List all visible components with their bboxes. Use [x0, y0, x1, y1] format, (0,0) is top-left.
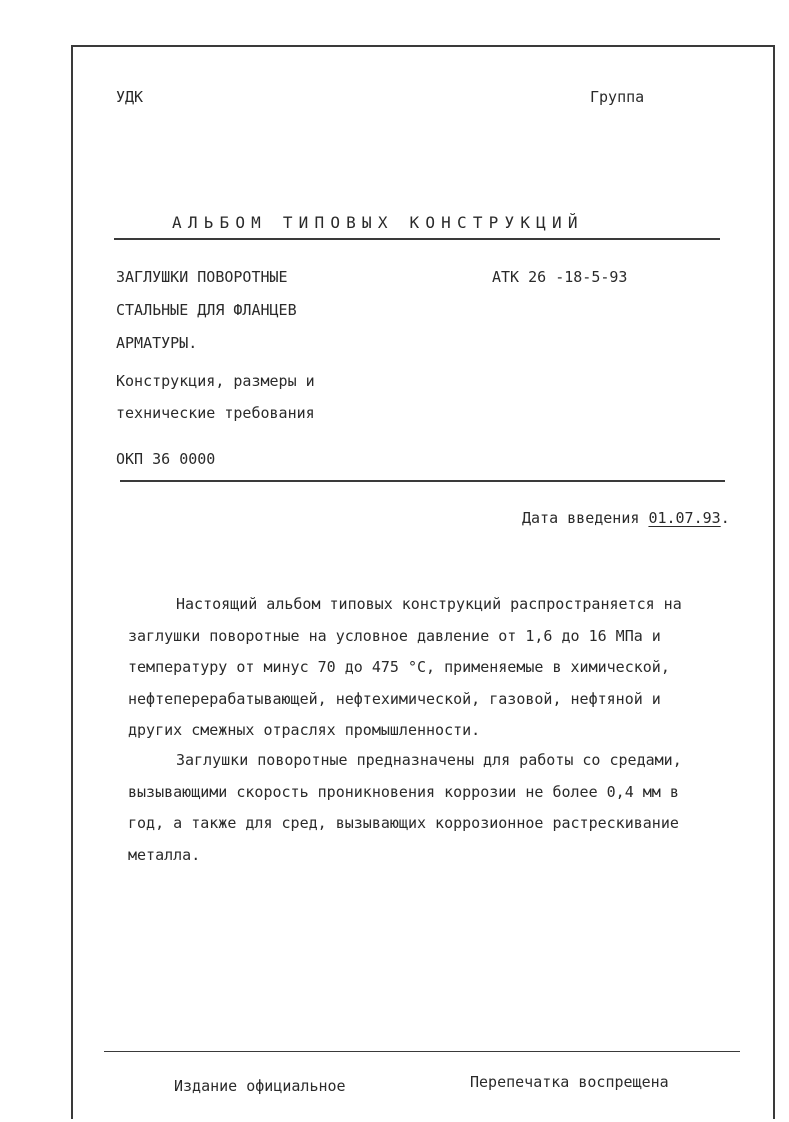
document-code: АТК 26 -18-5-93	[492, 268, 628, 286]
footer-rule	[104, 1051, 740, 1052]
paragraph-line: вызывающими скорость проникновения коррозии не более 0,4 мм в	[128, 782, 679, 801]
paragraph-line: Заглушки поворотные предназначены для работы со средами,	[176, 751, 682, 769]
title-rule	[114, 238, 720, 240]
product-name-line-1: ЗАГЛУШКИ ПОВОРОТНЫЕ	[116, 268, 288, 286]
intro-date	[522, 509, 730, 527]
paragraph-line: нефтеперерабатывающей, нефтехимической, газовой, нефтяной и	[128, 689, 661, 708]
paragraph-line: заглушки поворотные на условное давление от 1,6 до 16 МПа и	[128, 626, 661, 645]
product-name-line-3: АРМАТУРЫ.	[116, 334, 198, 352]
product-block-rule	[120, 480, 725, 482]
intro-date-value: 01.07.93	[648, 509, 721, 527]
paragraph-line: температуру от минус 70 до 475 °С, применяемые в химической,	[128, 658, 670, 676]
paragraph-scope	[128, 589, 748, 747]
product-subtitle-line-2: технические требования	[116, 404, 315, 422]
paragraph-line: металла.	[128, 845, 201, 864]
paragraph-line: год, а также для сред, вызывающих коррозионное растрескивание	[128, 814, 679, 832]
intro-date-label: Дата введения	[522, 509, 640, 527]
reprint-prohibited: Перепечатка воспрещена	[470, 1073, 669, 1091]
paragraph-line: Настоящий альбом типовых конструкций распространяется на	[176, 595, 682, 613]
okp-code: ОКП 36 0000	[116, 450, 216, 468]
intro-date-end: .	[720, 509, 730, 527]
product-name-line-2: СТАЛЬНЫЕ ДЛЯ ФЛАНЦЕВ	[116, 301, 297, 319]
group-label: Группа	[590, 88, 645, 106]
paragraph-line: других смежных отраслях промышленности.	[128, 721, 481, 739]
product-subtitle-line-1: Конструкция, размеры и	[116, 372, 315, 390]
paragraph-purpose	[128, 745, 748, 871]
udk-label: УДК	[116, 88, 144, 106]
page-frame	[71, 45, 775, 1119]
official-edition: Издание официальное	[174, 1077, 346, 1095]
album-title: АЛЬБОМ ТИПОВЫХ КОНСТРУКЦИЙ	[172, 213, 584, 232]
